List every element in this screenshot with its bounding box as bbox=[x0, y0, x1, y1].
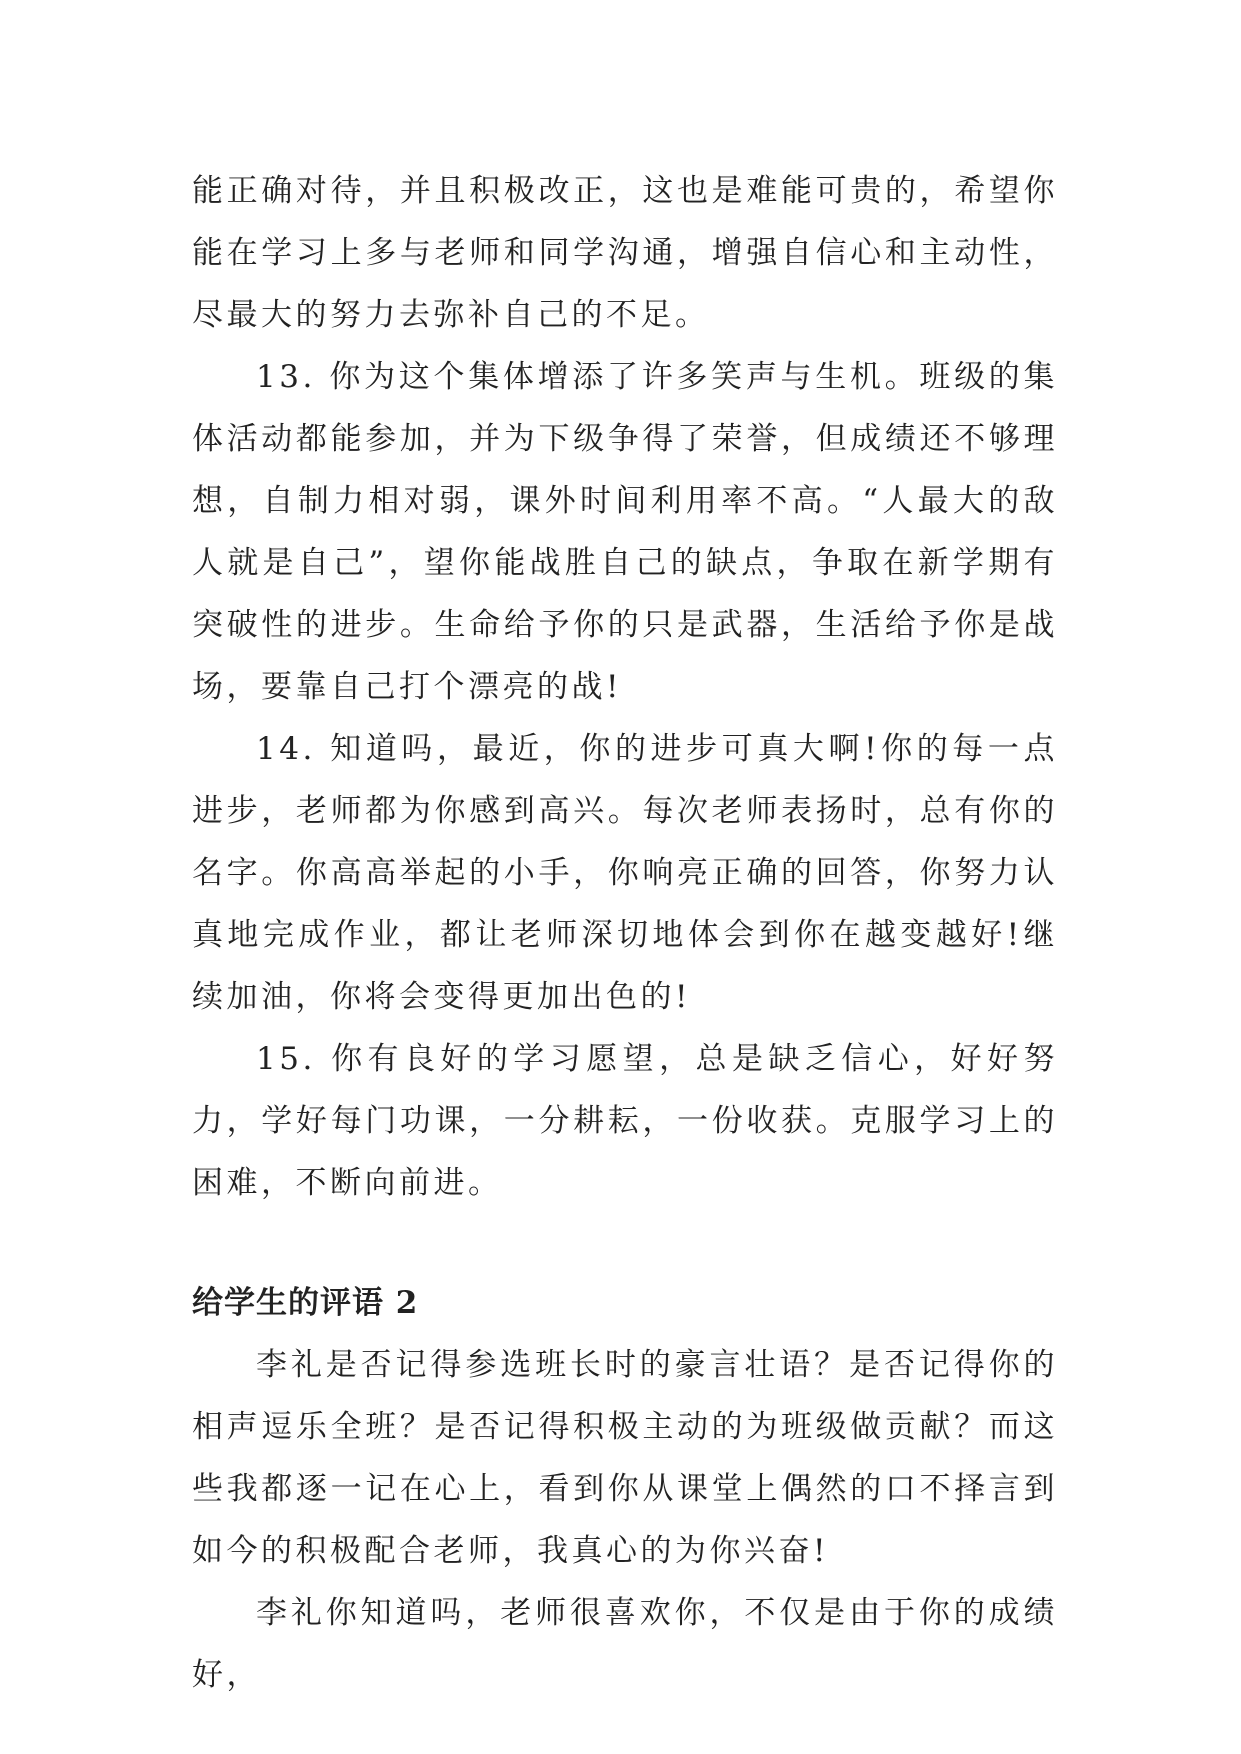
paragraph-continuation: 能正确对待，并且积极改正，这也是难能可贵的，希望你能在学习上多与老师和同学沟通，增强自信心和主动性，尽最大的努力去弥补自己的不足。 bbox=[192, 173, 1058, 333]
paragraph-comment-14: 14. 知道吗，最近，你的进步可真大啊!你的每一点进步，老师都为你感到高兴。每次老师表扬时，总有你的名字。你高高举起的小手，你响亮正确的回答，你努力认真地完成作业，都让老师深切地体会到你在越变越好!继续加油，你将会变得更加出色的! bbox=[192, 731, 1058, 1015]
document-page bbox=[192, 160, 1058, 1706]
section-heading: 给学生的评语 2 bbox=[192, 1285, 419, 1321]
paragraph-lili-1: 李礼是否记得参选班长时的豪言壮语？是否记得你的相声逗乐全班？是否记得积极主动的为班级做贡献？而这些我都逐一记在心上，看到你从课堂上偶然的口不择言到如今的积极配合老师，我真心的为你兴奋! bbox=[192, 1347, 1058, 1569]
paragraph-lili-2: 李礼你知道吗，老师很喜欢你，不仅是由于你的成绩好， bbox=[192, 1595, 1058, 1693]
paragraph-comment-13: 13. 你为这个集体增添了许多笑声与生机。班级的集体活动都能参加，并为下级争得了荣誉，但成绩还不够理想，自制力相对弱，课外时间利用率不高。“人最大的敌人就是自己”，望你能战胜自己的缺点，争取在新学期有突破性的进步。生命给予你的只是武器，生活给予你是战场，要靠自己打个漂亮的战! bbox=[192, 359, 1058, 705]
paragraph-comment-15: 15. 你有良好的学习愿望，总是缺乏信心，好好努力，学好每门功课，一分耕耘，一份收获。克服学习上的困难，不断向前进。 bbox=[192, 1041, 1058, 1201]
